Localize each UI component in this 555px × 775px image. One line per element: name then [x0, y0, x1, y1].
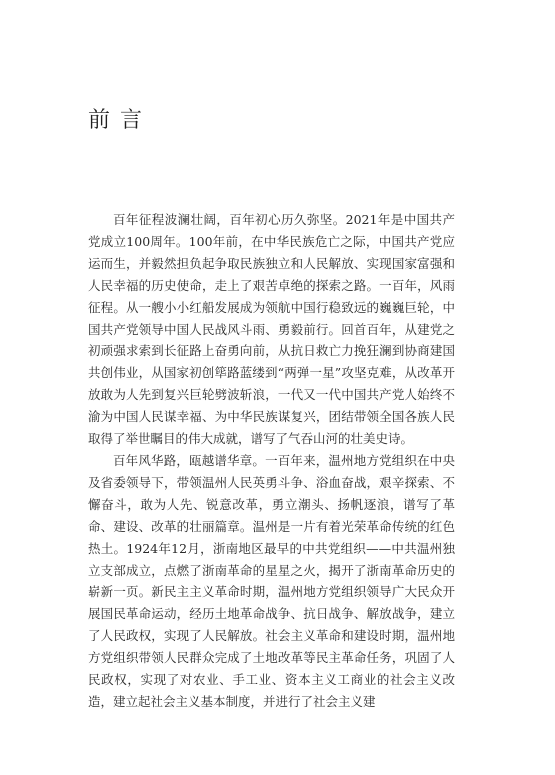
paragraph-2: 百年风华路，瓯越谱华章。一百年来，温州地方党组织在中央及省委领导下，带领温州人民英勇斗争、浴血奋战，艰辛探索、不懈奋斗，敢为人先、锐意改革，勇立潮头、扬帆逐浪，谱写了革命、建设、改革的壮丽篇章。温州是一片有着光荣革命传统的红色热土。1924年12月，浙南地区最早的中共党组织——中共温州独立支部成立，点燃了浙南革命的星星之火，揭开了浙南革命历史的崭新一页。新民主主义革命时期，温州地方党组织领导广大民众开展国民革命运动，经历土地革命战争、抗日战争、解放战争，建立了人民政权，实现了人民解放。社会主义革命和建设时期，温州地方党组织带领人民群众完成了土地改革等民主革命任务，巩固了人民政权，实现了对农业、手工业、资本主义工商业的社会主义改造，建立起社会主义基本制度，并进行了社会主义建 — [88, 452, 455, 709]
paragraph-1: 百年征程波澜壮阔，百年初心历久弥坚。2021年是中国共产党成立100周年。100年前，在中华民族危亡之际，中国共产党应运而生，并毅然担负起争取民族独立和人民解放、实现国家富强和人民幸福的历史使命，走上了艰苦卓绝的探索之路。一百年，风雨征程。从一艘小小红船发展成为领航中国行稳致远的巍巍巨轮，中国共产党领导中国人民战风斗雨、勇毅前行。回首百年，从建党之初顽强求索到长征路上奋勇向前，从抗日救亡力挽狂澜到协商建国共创伟业，从国家初创筚路蓝缕到“两弹一星”攻坚克难，从改革开放敢为人先到复兴巨轮劈波斩浪，一代又一代中国共产党人始终不渝为中国人民谋幸福、为中华民族谋复兴，团结带领全国各族人民取得了举世瞩目的伟大成就，谱写了气吞山河的壮美史诗。 — [88, 212, 455, 447]
body-text — [88, 209, 455, 713]
page-title: 前言 — [88, 107, 153, 133]
